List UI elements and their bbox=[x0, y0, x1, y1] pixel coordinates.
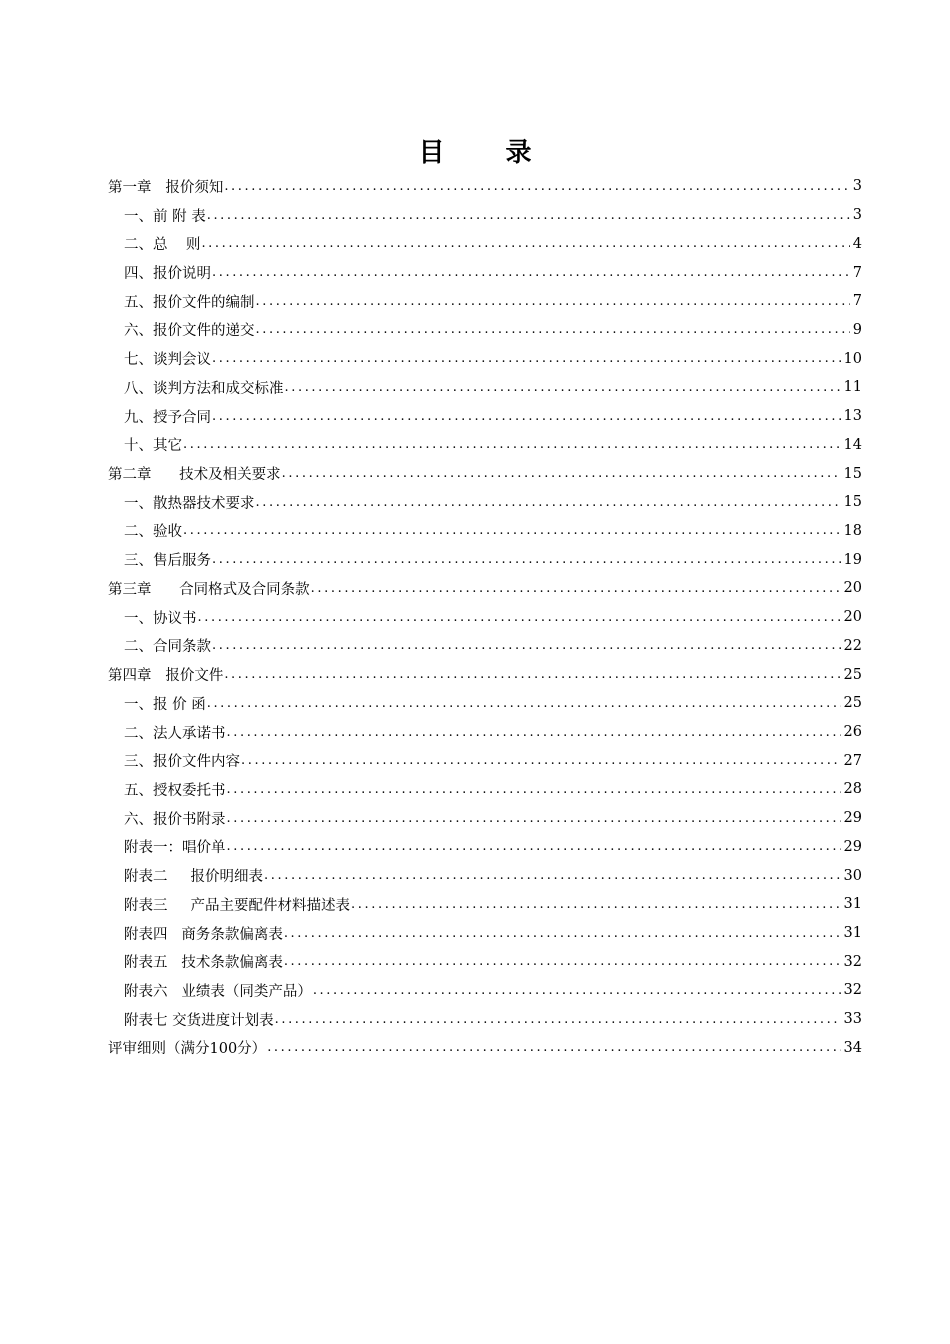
toc-entry-page-number: 3 bbox=[852, 207, 862, 224]
toc-dot-leader bbox=[212, 638, 841, 653]
toc-entry-page-number: 32 bbox=[843, 982, 862, 999]
toc-entry-page-number: 33 bbox=[843, 1011, 862, 1028]
toc-dot-leader bbox=[227, 725, 841, 740]
toc-entry-page-number: 27 bbox=[843, 752, 862, 769]
toc-entry-page-number: 19 bbox=[843, 551, 862, 568]
toc-dot-leader bbox=[241, 753, 841, 768]
toc-dot-leader bbox=[285, 380, 841, 395]
toc-entry-label: 第二章 技术及相关要求 bbox=[108, 467, 281, 484]
toc-entry-label: 二、总 则 bbox=[124, 237, 201, 254]
toc-entry[interactable] bbox=[108, 172, 862, 201]
toc-dot-leader bbox=[256, 322, 850, 337]
toc-entry-page-number: 29 bbox=[843, 838, 862, 855]
toc-dot-leader bbox=[224, 667, 840, 682]
toc-entry[interactable] bbox=[108, 430, 862, 459]
toc-entry[interactable] bbox=[108, 1005, 862, 1034]
toc-dot-leader bbox=[264, 868, 841, 883]
toc-entry[interactable] bbox=[108, 545, 862, 574]
toc-entry[interactable] bbox=[108, 258, 862, 287]
toc-entry-label: 十、其它 bbox=[124, 438, 182, 455]
toc-dot-leader bbox=[275, 1012, 841, 1027]
toc-entry-page-number: 3 bbox=[852, 178, 862, 195]
toc-entry-label: 六、报价文件的递交 bbox=[124, 323, 255, 340]
toc-entry-label: 三、售后服务 bbox=[124, 553, 211, 570]
toc-entry-page-number: 25 bbox=[843, 695, 862, 712]
toc-dot-leader bbox=[282, 466, 841, 481]
toc-entry[interactable] bbox=[108, 373, 862, 402]
toc-entry[interactable] bbox=[108, 746, 862, 775]
toc-entry-label: 第四章 报价文件 bbox=[108, 668, 224, 685]
toc-entry-label: 评审细则（满分100分） bbox=[108, 1041, 267, 1058]
toc-entry[interactable] bbox=[108, 861, 862, 890]
toc-entry-page-number: 28 bbox=[843, 781, 862, 798]
toc-entry[interactable] bbox=[108, 890, 862, 919]
toc-dot-leader bbox=[212, 409, 841, 424]
toc-entry-page-number: 7 bbox=[852, 264, 862, 281]
toc-dot-leader bbox=[267, 1040, 840, 1055]
toc-entry-label: 九、授予合同 bbox=[124, 409, 211, 426]
toc-entry-page-number: 7 bbox=[852, 293, 862, 310]
toc-entry-page-number: 11 bbox=[843, 379, 862, 396]
toc-entry-label: 附表四 商务条款偏离表 bbox=[124, 926, 283, 943]
toc-dot-leader bbox=[284, 954, 841, 969]
toc-entry[interactable] bbox=[108, 775, 862, 804]
toc-entry[interactable] bbox=[108, 344, 862, 373]
toc-entry-label: 四、报价说明 bbox=[124, 266, 211, 283]
table-of-contents bbox=[108, 172, 862, 1062]
toc-dot-leader bbox=[227, 782, 841, 797]
toc-entry[interactable] bbox=[108, 976, 862, 1005]
toc-entry[interactable] bbox=[108, 517, 862, 546]
toc-entry-label: 二、法人承诺书 bbox=[124, 725, 226, 742]
toc-dot-leader bbox=[183, 437, 841, 452]
toc-dot-leader bbox=[227, 839, 841, 854]
toc-dot-leader bbox=[351, 897, 841, 912]
toc-entry-page-number: 9 bbox=[852, 321, 862, 338]
toc-entry-page-number: 4 bbox=[852, 235, 862, 252]
toc-entry-label: 六、报价书附录 bbox=[124, 811, 226, 828]
toc-entry-label: 三、报价文件内容 bbox=[124, 754, 240, 771]
toc-dot-leader bbox=[284, 926, 841, 941]
toc-entry[interactable] bbox=[108, 947, 862, 976]
toc-entry-label: 附表三 产品主要配件材料描述表 bbox=[124, 897, 351, 914]
toc-entry-page-number: 31 bbox=[843, 925, 862, 942]
toc-entry-page-number: 26 bbox=[843, 724, 862, 741]
toc-entry[interactable] bbox=[108, 660, 862, 689]
toc-entry-label: 附表五 技术条款偏离表 bbox=[124, 955, 283, 972]
toc-entry[interactable] bbox=[108, 632, 862, 661]
toc-dot-leader bbox=[224, 179, 849, 194]
toc-entry-page-number: 30 bbox=[843, 867, 862, 884]
toc-entry-page-number: 25 bbox=[843, 666, 862, 683]
toc-entry-page-number: 22 bbox=[843, 637, 862, 654]
toc-dot-leader bbox=[256, 495, 841, 510]
toc-dot-leader bbox=[227, 811, 841, 826]
toc-entry-page-number: 13 bbox=[843, 408, 862, 425]
toc-entry[interactable] bbox=[108, 459, 862, 488]
toc-entry-label: 七、谈判会议 bbox=[124, 352, 211, 369]
toc-entry-label: 一、散热器技术要求 bbox=[124, 495, 255, 512]
toc-dot-leader bbox=[201, 236, 849, 251]
toc-entry[interactable] bbox=[108, 603, 862, 632]
toc-entry[interactable] bbox=[108, 574, 862, 603]
toc-dot-leader bbox=[212, 351, 841, 366]
toc-entry-label: 附表七 交货进度计划表 bbox=[124, 1012, 274, 1029]
toc-entry[interactable] bbox=[108, 402, 862, 431]
toc-entry-label: 附表六 业绩表（同类产品） bbox=[124, 983, 312, 1000]
toc-entry-page-number: 31 bbox=[843, 896, 862, 913]
toc-dot-leader bbox=[212, 552, 841, 567]
toc-entry-page-number: 15 bbox=[843, 465, 862, 482]
toc-dot-leader bbox=[183, 523, 841, 538]
toc-entry[interactable] bbox=[108, 1034, 862, 1063]
toc-entry-label: 二、合同条款 bbox=[124, 639, 211, 656]
toc-entry-page-number: 14 bbox=[843, 436, 862, 453]
toc-entry-label: 五、报价文件的编制 bbox=[124, 294, 255, 311]
toc-entry-page-number: 15 bbox=[843, 494, 862, 511]
toc-entry[interactable] bbox=[108, 689, 862, 718]
toc-entry[interactable] bbox=[108, 287, 862, 316]
toc-dot-leader bbox=[256, 294, 850, 309]
toc-dot-leader bbox=[207, 696, 841, 711]
toc-entry-label: 八、谈判方法和成交标准 bbox=[124, 380, 284, 397]
toc-entry[interactable] bbox=[108, 488, 862, 517]
toc-entry-label: 五、授权委托书 bbox=[124, 782, 226, 799]
toc-entry-label: 一、协议书 bbox=[124, 610, 197, 627]
toc-entry-label: 附表一：唱价单 bbox=[124, 840, 226, 857]
toc-entry-page-number: 10 bbox=[843, 350, 862, 367]
toc-entry-page-number: 32 bbox=[843, 953, 862, 970]
toc-entry[interactable] bbox=[108, 201, 862, 230]
toc-entry-label: 一、前 附 表 bbox=[124, 208, 206, 225]
toc-dot-leader bbox=[313, 983, 841, 998]
toc-entry-label: 一、报 价 函 bbox=[124, 696, 206, 713]
toc-entry[interactable] bbox=[108, 316, 862, 345]
toc-entry-page-number: 29 bbox=[843, 810, 862, 827]
toc-entry-label: 第三章 合同格式及合同条款 bbox=[108, 581, 310, 598]
toc-entry-page-number: 20 bbox=[843, 580, 862, 597]
toc-entry-label: 附表二 报价明细表 bbox=[124, 869, 264, 886]
toc-dot-leader bbox=[198, 610, 841, 625]
toc-entry[interactable] bbox=[108, 229, 862, 258]
toc-entry-label: 二、验收 bbox=[124, 524, 182, 541]
toc-entry-page-number: 34 bbox=[843, 1039, 862, 1056]
toc-entry[interactable] bbox=[108, 804, 862, 833]
toc-dot-leader bbox=[207, 208, 850, 223]
toc-entry[interactable] bbox=[108, 919, 862, 948]
toc-dot-leader bbox=[311, 581, 841, 596]
toc-entry[interactable] bbox=[108, 718, 862, 747]
toc-title: 目 录 bbox=[418, 138, 558, 168]
toc-entry-label: 第一章 报价须知 bbox=[108, 179, 224, 196]
toc-entry-page-number: 20 bbox=[843, 609, 862, 626]
toc-entry-page-number: 18 bbox=[843, 522, 862, 539]
toc-entry[interactable] bbox=[108, 833, 862, 862]
toc-dot-leader bbox=[212, 265, 850, 280]
